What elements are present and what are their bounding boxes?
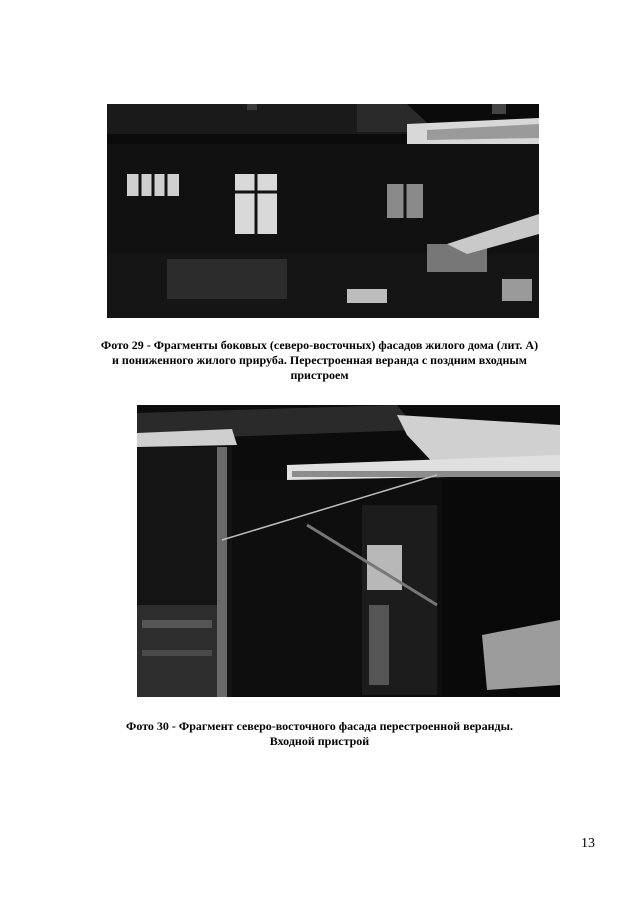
caption-line: и пониженного жилого прируба. Перестроенная веранда с поздним входным [112, 353, 527, 367]
page-number: 13 [581, 836, 595, 851]
caption-line: Входной пристрой [269, 734, 370, 748]
photo-30-caption [40, 719, 599, 749]
photo-30-image [137, 405, 560, 697]
photo-29-image [107, 104, 539, 318]
caption-line: Фото 29 - Фрагменты боковых (северо-восточных) фасадов жилого дома (лит. А) [100, 338, 539, 352]
caption-line: Фото 30 - Фрагмент северо-восточного фасада перестроенной веранды. [126, 719, 513, 733]
caption-line: пристроем [290, 368, 349, 382]
photo-29-caption [40, 338, 599, 383]
